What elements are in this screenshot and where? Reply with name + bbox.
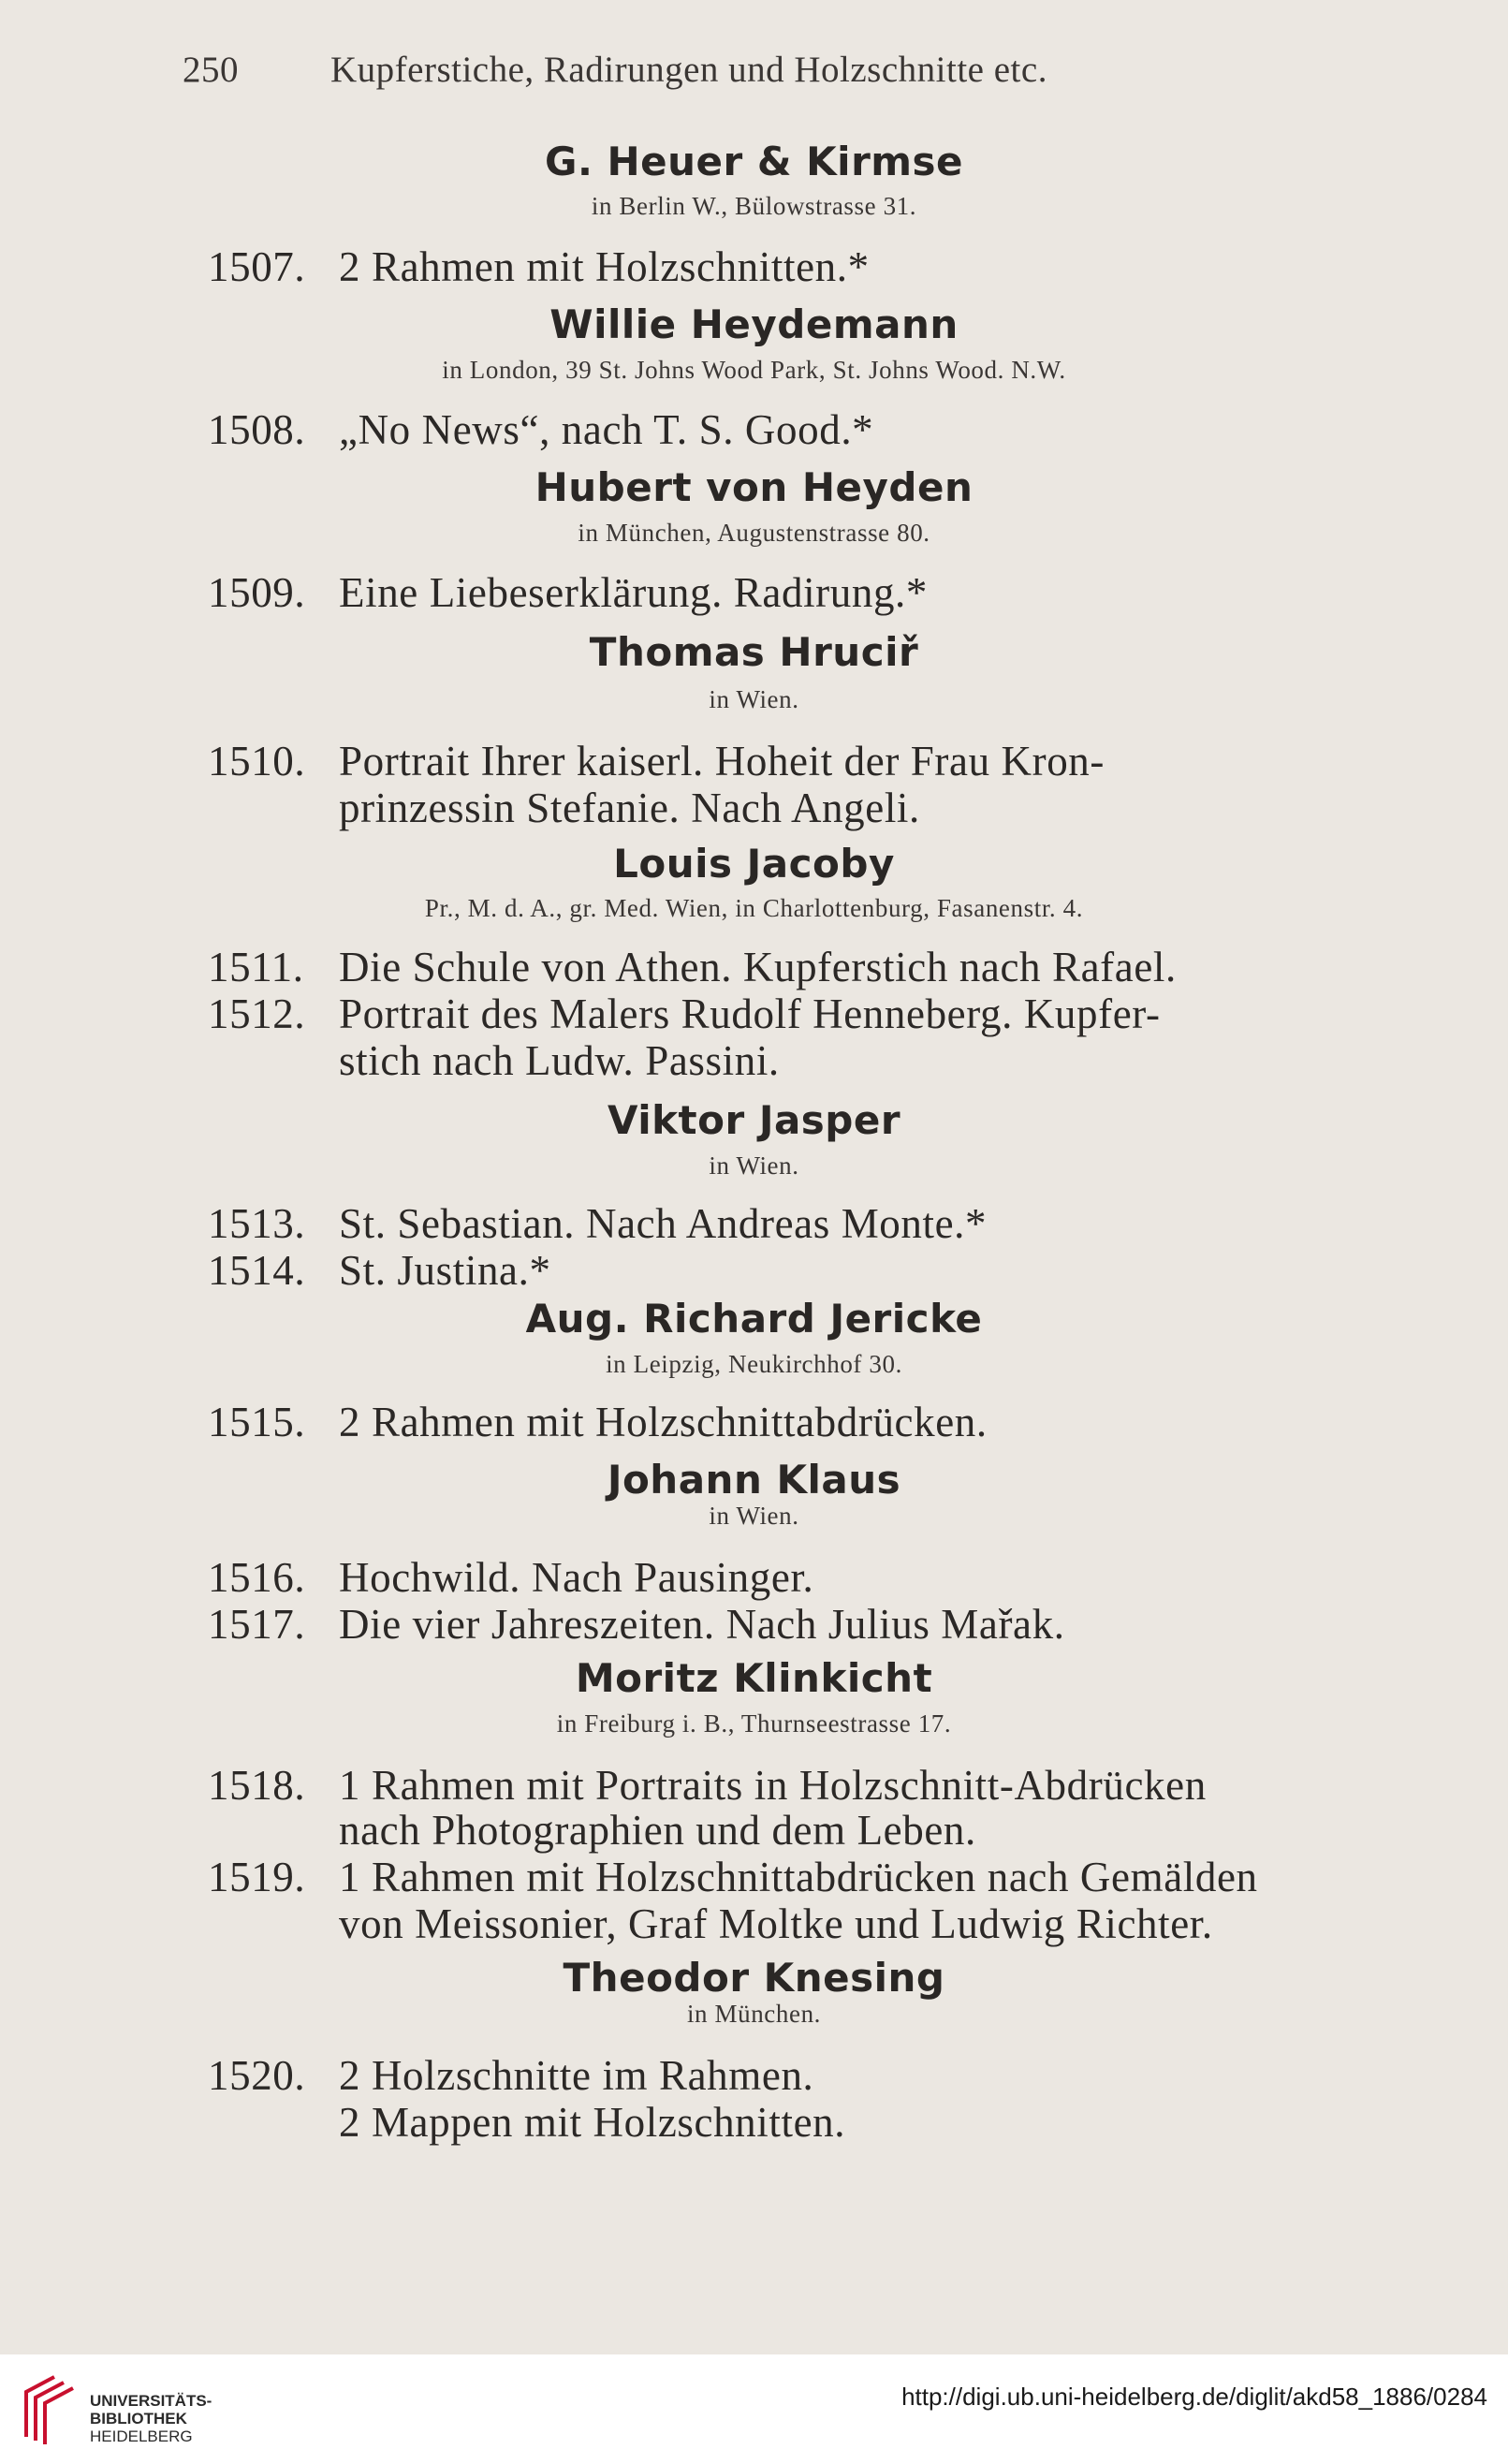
exhibitor-address: in Wien. bbox=[709, 1151, 799, 1180]
exhibitor-address: in Leipzig, Neukirchhof 30. bbox=[606, 1350, 902, 1378]
running-title: Kupferstiche, Radirungen und Holzschnitte etc. bbox=[330, 50, 1047, 90]
entry-number: 1511. bbox=[208, 944, 304, 990]
exhibitor-address: in Freiburg i. B., Thurnseestrasse 17. bbox=[556, 1709, 952, 1738]
exhibitor-name: Johann Klaus bbox=[607, 1457, 901, 1503]
exhibitor-name: Viktor Jasper bbox=[607, 1097, 901, 1143]
entry-number: 1517. bbox=[208, 1601, 306, 1648]
entry-number: 1519. bbox=[208, 1854, 306, 1900]
entry-number: 1513. bbox=[208, 1200, 306, 1247]
exhibitor-address: in London, 39 St. Johns Wood Park, St. Johns Wood. N.W. bbox=[442, 356, 1066, 384]
entry-text-line: „No News“, nach T. S. Good.* bbox=[339, 406, 874, 453]
exhibitor-name: Moritz Klinkicht bbox=[575, 1655, 933, 1701]
exhibitor-address: in Wien. bbox=[709, 685, 799, 713]
entry-text-line: Die vier Jahreszeiten. Nach Julius Mařak. bbox=[339, 1601, 1065, 1648]
entry-text-line: St. Sebastian. Nach Andreas Monte.* bbox=[339, 1200, 988, 1247]
library-logo-icon bbox=[17, 2371, 84, 2446]
library-name bbox=[90, 2392, 212, 2445]
entry-text-line: 1 Rahmen mit Holzschnittabdrücken nach Gemälden bbox=[339, 1854, 1258, 1900]
entry-text-line: Hochwild. Nach Pausinger. bbox=[339, 1554, 814, 1601]
entry-text-line: 2 Mappen mit Holzschnitten. bbox=[339, 2099, 846, 2146]
exhibitor-address: in Wien. bbox=[709, 1502, 799, 1530]
entry-number: 1518. bbox=[208, 1762, 306, 1809]
entry-text-line: 2 Holzschnitte im Rahmen. bbox=[339, 2052, 814, 2099]
entry-text-line: 2 Rahmen mit Holzschnitten.* bbox=[339, 243, 870, 290]
entry-text-line: 2 Rahmen mit Holzschnittabdrücken. bbox=[339, 1399, 988, 1445]
entry-text-line: nach Photographien und dem Leben. bbox=[339, 1807, 976, 1854]
entry-number: 1512. bbox=[208, 990, 306, 1037]
entry-number: 1507. bbox=[208, 243, 306, 290]
entry-number: 1520. bbox=[208, 2052, 306, 2099]
entry-text-line: Portrait Ihrer kaiserl. Hoheit der Frau Kron- bbox=[339, 738, 1105, 785]
exhibitor-name: Aug. Richard Jericke bbox=[525, 1296, 983, 1342]
library-name-line: UNIVERSITÄTS- bbox=[90, 2392, 212, 2410]
entry-text-line: Die Schule von Athen. Kupferstich nach Rafael. bbox=[339, 944, 1177, 990]
entry-text-line: 1 Rahmen mit Portraits in Holzschnitt-Abdrücken bbox=[339, 1762, 1207, 1809]
entry-text-line: prinzessin Stefanie. Nach Angeli. bbox=[339, 785, 920, 831]
exhibitor-name: Hubert von Heyden bbox=[534, 464, 974, 510]
library-name-line: HEIDELBERG bbox=[90, 2427, 193, 2445]
entry-text-line: Portrait des Malers Rudolf Henneberg. Kupfer- bbox=[339, 990, 1161, 1037]
entry-number: 1515. bbox=[208, 1399, 306, 1445]
running-head bbox=[183, 49, 1334, 91]
exhibitor-address: in München. bbox=[686, 2000, 822, 2028]
exhibitor-address: Pr., M. d. A., gr. Med. Wien, in Charlottenburg, Fasanenstr. 4. bbox=[424, 894, 1084, 922]
entry-number: 1508. bbox=[208, 406, 306, 453]
source-url-link[interactable]: http://digi.ub.uni-heidelberg.de/diglit/akd58_1886/0284 bbox=[901, 2383, 1487, 2411]
entry-text-line: Eine Liebeserklärung. Radirung.* bbox=[339, 569, 929, 616]
library-name-line: BIBLIOTHEK bbox=[90, 2410, 187, 2427]
exhibitor-address: in Berlin W., Bülowstrasse 31. bbox=[591, 192, 917, 220]
page-number: 250 bbox=[183, 50, 239, 90]
entry-number: 1510. bbox=[208, 738, 306, 785]
entry-text-line: St. Justina.* bbox=[339, 1247, 551, 1294]
digitization-footer bbox=[0, 2354, 1508, 2464]
entry-number: 1509. bbox=[208, 569, 306, 616]
exhibitor-address: in München, Augustenstrasse 80. bbox=[578, 519, 930, 547]
exhibitor-name: G. Heuer & Kirmse bbox=[544, 139, 964, 184]
exhibitor-name: Willie Heydemann bbox=[549, 301, 959, 347]
entry-number: 1516. bbox=[208, 1554, 306, 1601]
entry-number: 1514. bbox=[208, 1247, 306, 1294]
exhibitor-name: Louis Jacoby bbox=[613, 841, 895, 887]
exhibitor-name: Theodor Knesing bbox=[563, 1955, 945, 2001]
entry-text-line: stich nach Ludw. Passini. bbox=[339, 1037, 780, 1084]
entry-text-line: von Meissonier, Graf Moltke und Ludwig Richter. bbox=[339, 1900, 1213, 1947]
exhibitor-name: Thomas Hruciř bbox=[589, 629, 919, 675]
